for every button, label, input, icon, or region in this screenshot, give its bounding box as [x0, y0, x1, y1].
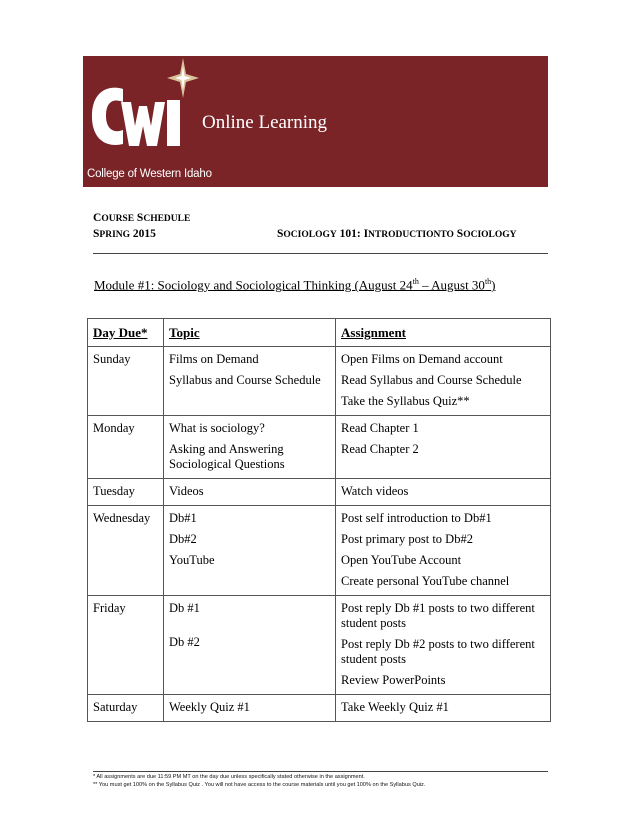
table-row	[88, 695, 551, 722]
day-cell: Sunday	[88, 347, 164, 416]
day-cell: Tuesday	[88, 479, 164, 506]
assignment-item: Read Chapter 1	[341, 421, 419, 435]
day-cell: Monday	[88, 416, 164, 479]
footnote-due-time: * All assignments are due 11:59 PM MT on the day due unless specifically stated otherwise in the assignment.	[93, 774, 365, 780]
college-name: College of Western Idaho	[87, 168, 212, 180]
assignment-item: Take Weekly Quiz #1	[341, 700, 449, 714]
footer-divider	[93, 771, 548, 772]
topic-item: What is sociology?	[169, 421, 265, 435]
topic-cell	[164, 596, 336, 695]
table-row	[88, 596, 551, 695]
topic-cell	[164, 347, 336, 416]
assignment-cell	[336, 596, 551, 695]
compass-star-icon	[167, 58, 199, 98]
module-title: Module #1: Sociology and Sociological Thinking (August 24th – August 30th)	[94, 277, 496, 293]
assignment-cell	[336, 479, 551, 506]
assignment-cell	[336, 416, 551, 479]
topic-item: Weekly Quiz #1	[169, 700, 250, 714]
topic-cell	[164, 506, 336, 596]
assignment-item: Open Films on Demand account	[341, 352, 503, 366]
topic-cell	[164, 416, 336, 479]
day-cell: Wednesday	[88, 506, 164, 596]
topic-cell	[164, 695, 336, 722]
assignment-item: Watch videos	[341, 484, 409, 498]
header-assignment: Assignment	[336, 319, 551, 347]
course-title: SOCIOLOGY 101: INTRODUCTIONTO SOCIOLOGY	[277, 228, 517, 240]
topic-item: Db #2	[169, 635, 200, 649]
topic-item: Videos	[169, 484, 204, 498]
header-banner	[83, 56, 548, 187]
footnote-syllabus-quiz: ** You must get 100% on the Syllabus Quiz . You will not have access to the course materials until you get 100% on the Syllabus Quiz.	[93, 782, 426, 788]
topic-item: Films on Demand	[169, 352, 259, 366]
topic-cell	[164, 479, 336, 506]
assignment-item: Create personal YouTube channel	[341, 574, 510, 588]
table-row	[88, 506, 551, 596]
topic-item: Asking and Answering Sociological Questions	[169, 442, 285, 471]
topic-item: Db#2	[169, 532, 197, 546]
header-day-due: Day Due*	[88, 319, 164, 347]
header-topic: Topic	[164, 319, 336, 347]
assignment-cell	[336, 506, 551, 596]
assignment-cell	[336, 695, 551, 722]
assignment-item: Open YouTube Account	[341, 553, 462, 567]
assignment-cell	[336, 347, 551, 416]
day-cell: Friday	[88, 596, 164, 695]
assignment-item: Post self introduction to Db#1	[341, 511, 492, 525]
semester-label: SPRING 2015	[93, 228, 156, 240]
assignment-item: Read Chapter 2	[341, 442, 419, 456]
table-row	[88, 479, 551, 506]
day-cell: Saturday	[88, 695, 164, 722]
assignment-item: Read Syllabus and Course Schedule	[341, 373, 522, 387]
schedule-table	[87, 318, 551, 722]
assignment-item: Post reply Db #2 posts to two different student posts	[341, 637, 535, 666]
topic-item: YouTube	[169, 553, 215, 567]
header-divider	[93, 253, 548, 254]
assignment-item: Post primary post to Db#2	[341, 532, 473, 546]
table-row	[88, 416, 551, 479]
course-schedule-label: COURSE SCHEDULE	[93, 212, 191, 224]
topic-item: Db #1	[169, 601, 200, 615]
assignment-item: Review PowerPoints	[341, 673, 446, 687]
assignment-item: Post reply Db #1 posts to two different student posts	[341, 601, 535, 630]
banner-title: Online Learning	[202, 112, 328, 133]
topic-item: Syllabus and Course Schedule	[169, 373, 321, 387]
table-row	[88, 347, 551, 416]
topic-item: Db#1	[169, 511, 197, 525]
assignment-item: Take the Syllabus Quiz**	[341, 394, 470, 408]
table-header-row	[88, 319, 551, 347]
